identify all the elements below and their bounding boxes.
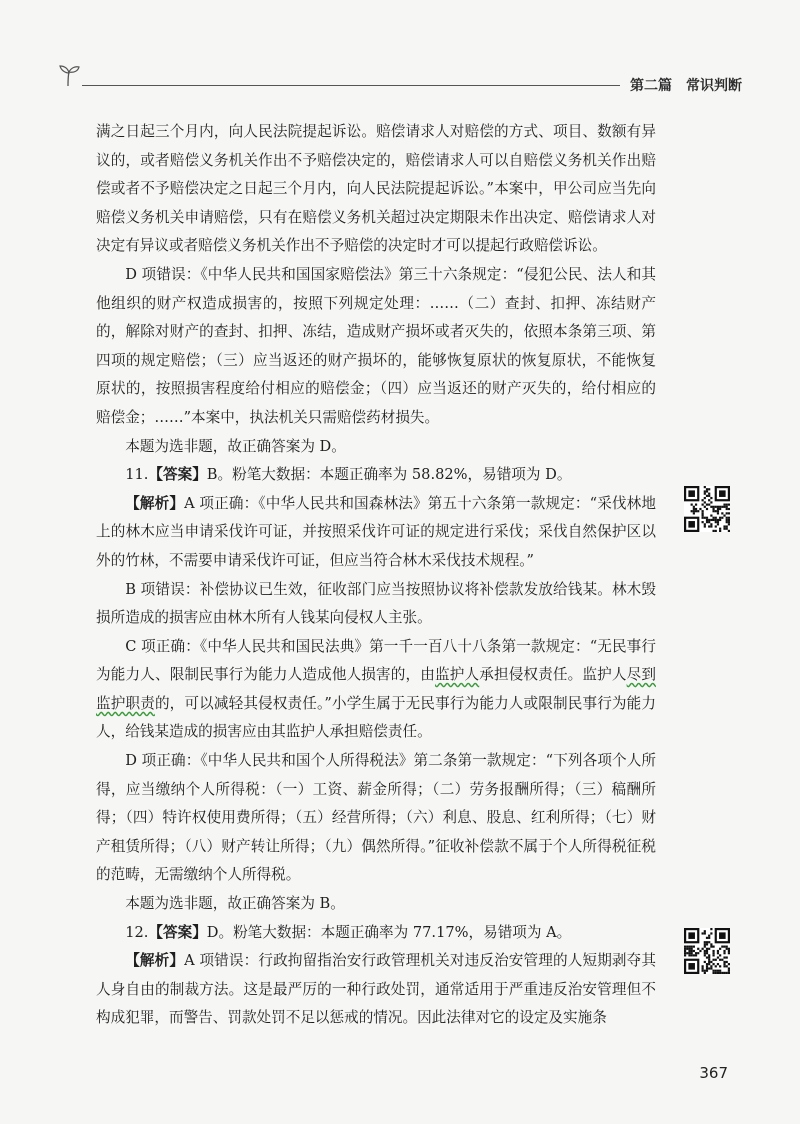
header-rule [82, 85, 620, 86]
answer-text: B。粉笔大数据：本题正确率为 58.82%，易错项为 D。 [206, 466, 572, 484]
paragraph: D 项正确：《中华人民共和国个人所得税法》第二条第一款规定：“下列各项个人所得，应当缴纳个人所得税：（一）工资、薪金所得；（二）劳务报酬所得；（三）稿酬所得；（四）特许权使用费所得；（五）经营所得；（六）利息、股息、红利所得；（七）财产租赁所得；（八）财产转让所得；（九）偶然所得。”征收补偿款不属于个人所得税征税的范畴，无需缴纳个人所得税。 [96, 752, 656, 884]
answer-label: 【答案】 [148, 923, 207, 941]
text-run: 的，可以减轻其侵权责任。”小学生属于无民事行为能力人或限制民事行为能力人，给钱某造成的损害应由其监护人承担赔偿责任。 [96, 694, 656, 741]
answer-label: 【答案】 [148, 466, 207, 484]
question-number: 11. [125, 466, 149, 484]
running-header [56, 62, 742, 96]
underlined-term: 监护人 [435, 666, 480, 684]
sprout-icon [56, 62, 82, 92]
analysis-12 [96, 947, 656, 1033]
qr-code-icon[interactable] [684, 486, 730, 532]
analysis-text: A 项错误：行政拘留指治安行政管理机关对违反治安管理的人短期剥夺其人身自由的制裁方法。这是最严厉的一种行政处罚，通常适用于严重违反治安管理但不构成犯罪，而警告、罚款处罚不足以惩戒的情况。因此法律对它的设定及实施条 [96, 952, 656, 1027]
text-run: 承担侵权责任。监护人 [479, 666, 627, 684]
analysis-11 [96, 490, 656, 576]
text-run: C 项正确：《中华人民共和国民法典》第一千一百八十八条第一款规定：“无民事行为能力人、限制民事行为能力人造成他人损害的，由 [96, 637, 656, 684]
page-number: 367 [699, 1064, 728, 1082]
paragraph: 满之日起三个月内，向人民法院提起诉讼。赔偿请求人对赔偿的方式、项目、数额有异议的，或者赔偿义务机关作出不予赔偿决定的，赔偿请求人可以自赔偿义务机关作出赔偿或者不予赔偿决定之日起三个月内，向人民法院提起诉讼。”本案中，甲公司应当先向赔偿义务机关申请赔偿，只有在赔偿义务机关超过决定期限未作出决定、赔偿请求人对决定有异议或者赔偿义务机关作出不予赔偿的决定时才可以提起行政赔偿诉讼。 [96, 123, 656, 255]
answer-text: D。粉笔大数据：本题正确率为 77.17%，易错项为 A。 [206, 923, 572, 941]
answer-12 [96, 919, 656, 948]
paragraph: D 项错误：《中华人民共和国国家赔偿法》第三十六条规定：“侵犯公民、法人和其他组织的财产权造成损害的，按照下列规定处理：……（二）查封、扣押、冻结财产的，解除对财产的查封、扣押、冻结，造成财产损坏或者灭失的，依照本条第三项、第四项的规定赔偿；（三）应当返还的财产损坏的，能够恢复原状的恢复原状，不能恢复原状的，按照损害程度给付相应的赔偿金；（四）应当返还的财产灭失的，给付相应的赔偿金；……”本案中，执法机关只需赔偿药材损失。 [96, 265, 656, 426]
page-body [96, 118, 656, 1033]
question-number: 12. [125, 923, 149, 941]
paragraph: 本题为选非题，故正确答案为 D。 [125, 437, 346, 455]
analysis-label: 【解析】 [125, 494, 185, 512]
analysis-label: 【解析】 [125, 952, 185, 970]
answer-11 [96, 461, 656, 490]
paragraph: 本题为选非题，故正确答案为 B。 [125, 895, 345, 913]
analysis-text: A 项正确：《中华人民共和国森林法》第五十六条第一款规定：“采伐林地上的林木应当申请采伐许可证，并按照采伐许可证的规定进行采伐；采伐自然保护区以外的竹林，不需要申请采伐许可证，但应当符合林木采伐技术规程。” [96, 494, 656, 569]
paragraph-c [96, 633, 656, 747]
section-title: 第二篇 常识判断 [630, 78, 742, 94]
qr-code-icon[interactable] [684, 928, 730, 974]
underlined-term: 尽到监护职责 [96, 666, 656, 712]
paragraph: B 项错误：补偿协议已生效，征收部门应当按照协议将补偿款发放给钱某。林木毁损所造成的损害应由林木所有人钱某向侵权人主张。 [96, 580, 656, 627]
